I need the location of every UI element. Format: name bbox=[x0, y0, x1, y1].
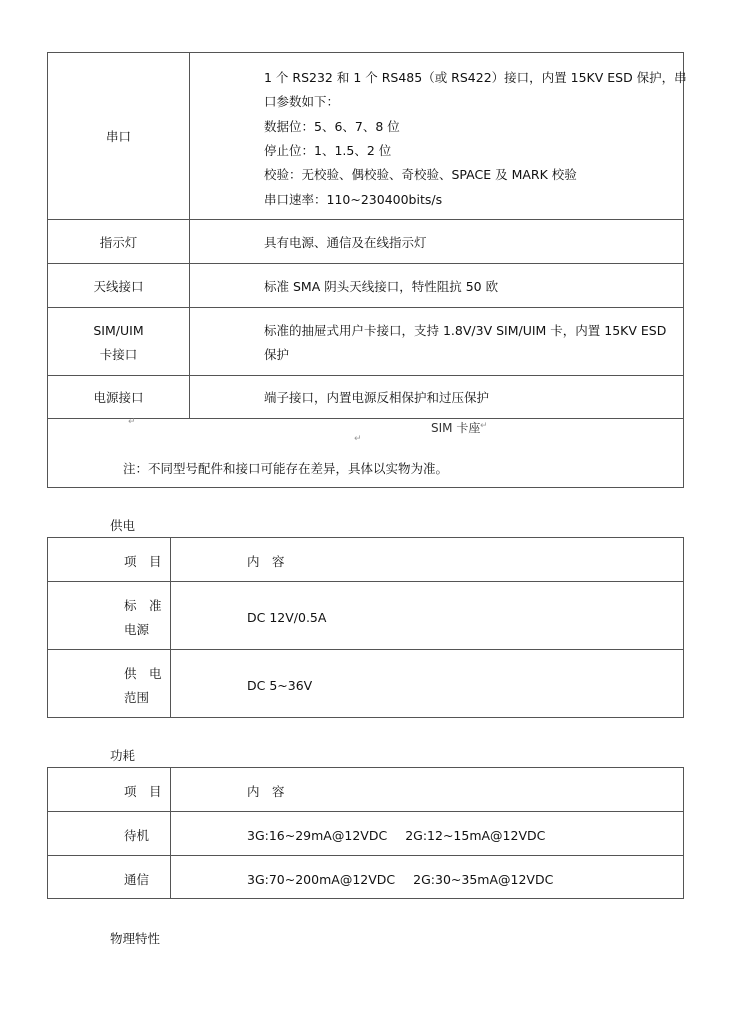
sim-slot-caption: SIM 卡座 bbox=[431, 421, 481, 435]
communication-label: 通信 bbox=[124, 872, 150, 887]
section-heading-power-consumption: 功耗 bbox=[110, 748, 136, 763]
serial-line-2: 口参数如下： bbox=[264, 94, 340, 109]
row-divider bbox=[48, 855, 683, 856]
header-content: 内 容 bbox=[247, 554, 285, 569]
column-divider bbox=[170, 768, 171, 899]
row-divider bbox=[48, 307, 683, 308]
standby-value bbox=[247, 824, 545, 848]
serial-line-4: 停止位：1、1.5、2 位 bbox=[264, 143, 392, 158]
power-supply-table bbox=[47, 537, 684, 718]
row-label-antenna: 天线接口 bbox=[93, 279, 144, 294]
row-divider bbox=[48, 263, 683, 264]
return-mark: ↵ bbox=[480, 421, 488, 431]
standard-label-line-1: 标 准 bbox=[124, 598, 162, 613]
standby-2g-value: 2G:12~15mA@12VDC bbox=[405, 828, 546, 843]
table-note: 注：不同型号配件和接口可能存在差异，具体以实物为准。 bbox=[123, 461, 449, 476]
row-divider bbox=[48, 649, 683, 650]
indicator-value: 具有电源、通信及在线指示灯 bbox=[264, 235, 427, 250]
communication-3g-value: 3G:70~200mA@12VDC bbox=[247, 872, 396, 887]
row-divider bbox=[48, 581, 683, 582]
section-heading-power-supply: 供电 bbox=[110, 518, 136, 533]
return-mark: ↵ bbox=[354, 434, 362, 444]
header-content: 内 容 bbox=[247, 784, 285, 799]
row-label-sim-line-1: SIM/UIM bbox=[93, 323, 144, 338]
header-item: 项 目 bbox=[124, 554, 162, 569]
return-mark: ↵ bbox=[128, 417, 136, 427]
power-port-value: 端子接口，内置电源反相保护和过压保护 bbox=[264, 390, 490, 405]
standard-label-line-2: 电源 bbox=[124, 622, 150, 637]
row-divider bbox=[48, 375, 683, 376]
standby-3g-value: 3G:16~29mA@12VDC bbox=[247, 828, 388, 843]
serial-line-1: 1 个 RS232 和 1 个 RS485（或 RS422）接口，内置 15KV ESD 保护，串 bbox=[264, 70, 687, 85]
row-label-sim-line-2: 卡接口 bbox=[99, 347, 138, 362]
communication-value bbox=[247, 868, 553, 892]
column-divider bbox=[189, 53, 190, 418]
row-divider bbox=[48, 811, 683, 812]
header-item: 项 目 bbox=[124, 784, 162, 799]
sim-value-line-1: 标准的抽屉式用户卡接口，支持 1.8V/3V SIM/UIM 卡，内置 15KV ESD bbox=[264, 323, 667, 338]
standby-label: 待机 bbox=[124, 828, 150, 843]
row-divider bbox=[48, 418, 683, 419]
communication-2g-value: 2G:30~35mA@12VDC bbox=[413, 872, 554, 887]
power-consumption-table bbox=[47, 767, 684, 899]
row-label-serial: 串口 bbox=[105, 129, 131, 144]
antenna-value: 标准 SMA 阴头天线接口，特性阻抗 50 欧 bbox=[264, 279, 499, 294]
sim-value-line-2: 保护 bbox=[264, 347, 290, 362]
range-value: DC 5~36V bbox=[247, 678, 313, 693]
serial-line-3: 数据位：5、6、7、8 位 bbox=[264, 119, 400, 134]
section-heading-physical: 物理特性 bbox=[110, 931, 161, 946]
row-label-power-port: 电源接口 bbox=[93, 390, 144, 405]
column-divider bbox=[170, 538, 171, 718]
serial-line-5: 校验：无校验、偶校验、奇校验、SPACE 及 MARK 校验 bbox=[264, 167, 577, 182]
serial-line-6: 串口速率：110~230400bits/s bbox=[264, 192, 443, 207]
row-divider bbox=[48, 219, 683, 220]
row-label-indicator: 指示灯 bbox=[99, 235, 138, 250]
range-label-line-1: 供 电 bbox=[124, 666, 162, 681]
standard-value: DC 12V/0.5A bbox=[247, 610, 327, 625]
range-label-line-2: 范围 bbox=[124, 690, 150, 705]
interface-table bbox=[47, 52, 687, 488]
